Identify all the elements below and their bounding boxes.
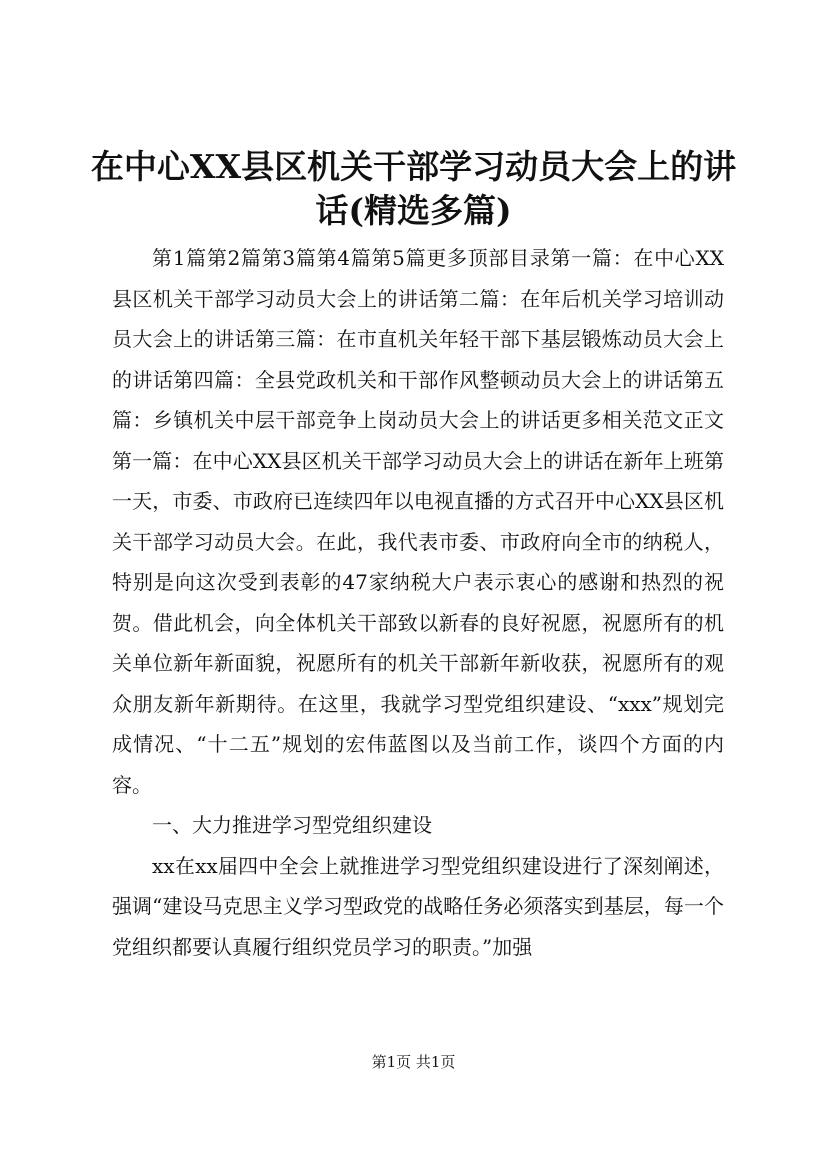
- paragraph-section-1: xx在xx届四中全会上就推进学习型党组织建设进行了深刻阐述，强调“建设马克思主义学习型政党的战略任务必须落实到基层，每一个党组织都要认真履行组织党员学习的职责。”加强: [112, 853, 724, 959]
- title-line-1: 在中心XX县区机关干部学习动员大会上的讲: [90, 147, 737, 186]
- section-heading: 一、大力推进学习型党组织建设: [152, 813, 432, 837]
- paragraph-intro: 第1篇第2篇第3篇第4篇第5篇更多顶部目录第一篇：在中心XX县区机关干部学习动员大会上的讲话第二篇：在年后机关学习培训动员大会上的讲话第三篇：在市直机关年轻干部下基层锻炼动员大会上的讲话第四篇：全县党政机关和干部作风整顿动员大会上的讲话第五篇：乡镇机关中层干部竞争上岗动员大会上的讲话更多相关范文正文第一篇：在中心XX县区机关干部学习动员大会上的讲话在新年上班第一天，市委、市政府已连续四年以电视直播的方式召开中心XX县区机关干部学习动员大会。在此，我代表市委、市政府向全市的纳税人，特别是向这次受到表彰的47家纳税大户表示衷心的感谢和热烈的祝贺。借此机会，向全体机关干部致以新春的良好祝愿，祝愿所有的机关单位新年新面貌，祝愿所有的机关干部新年新收获，祝愿所有的观众朋友新年新期待。在这里，我就学习型党组织建设、“xxx”规划完成情况、“十二五”规划的宏伟蓝图以及当前工作，谈四个方面的内容。: [112, 246, 724, 797]
- document-body: [112, 238, 724, 967]
- document-title: [90, 145, 737, 233]
- title-line-2: 话(精选多篇): [315, 191, 512, 230]
- page-footer: 第1页 共1页: [371, 1053, 456, 1071]
